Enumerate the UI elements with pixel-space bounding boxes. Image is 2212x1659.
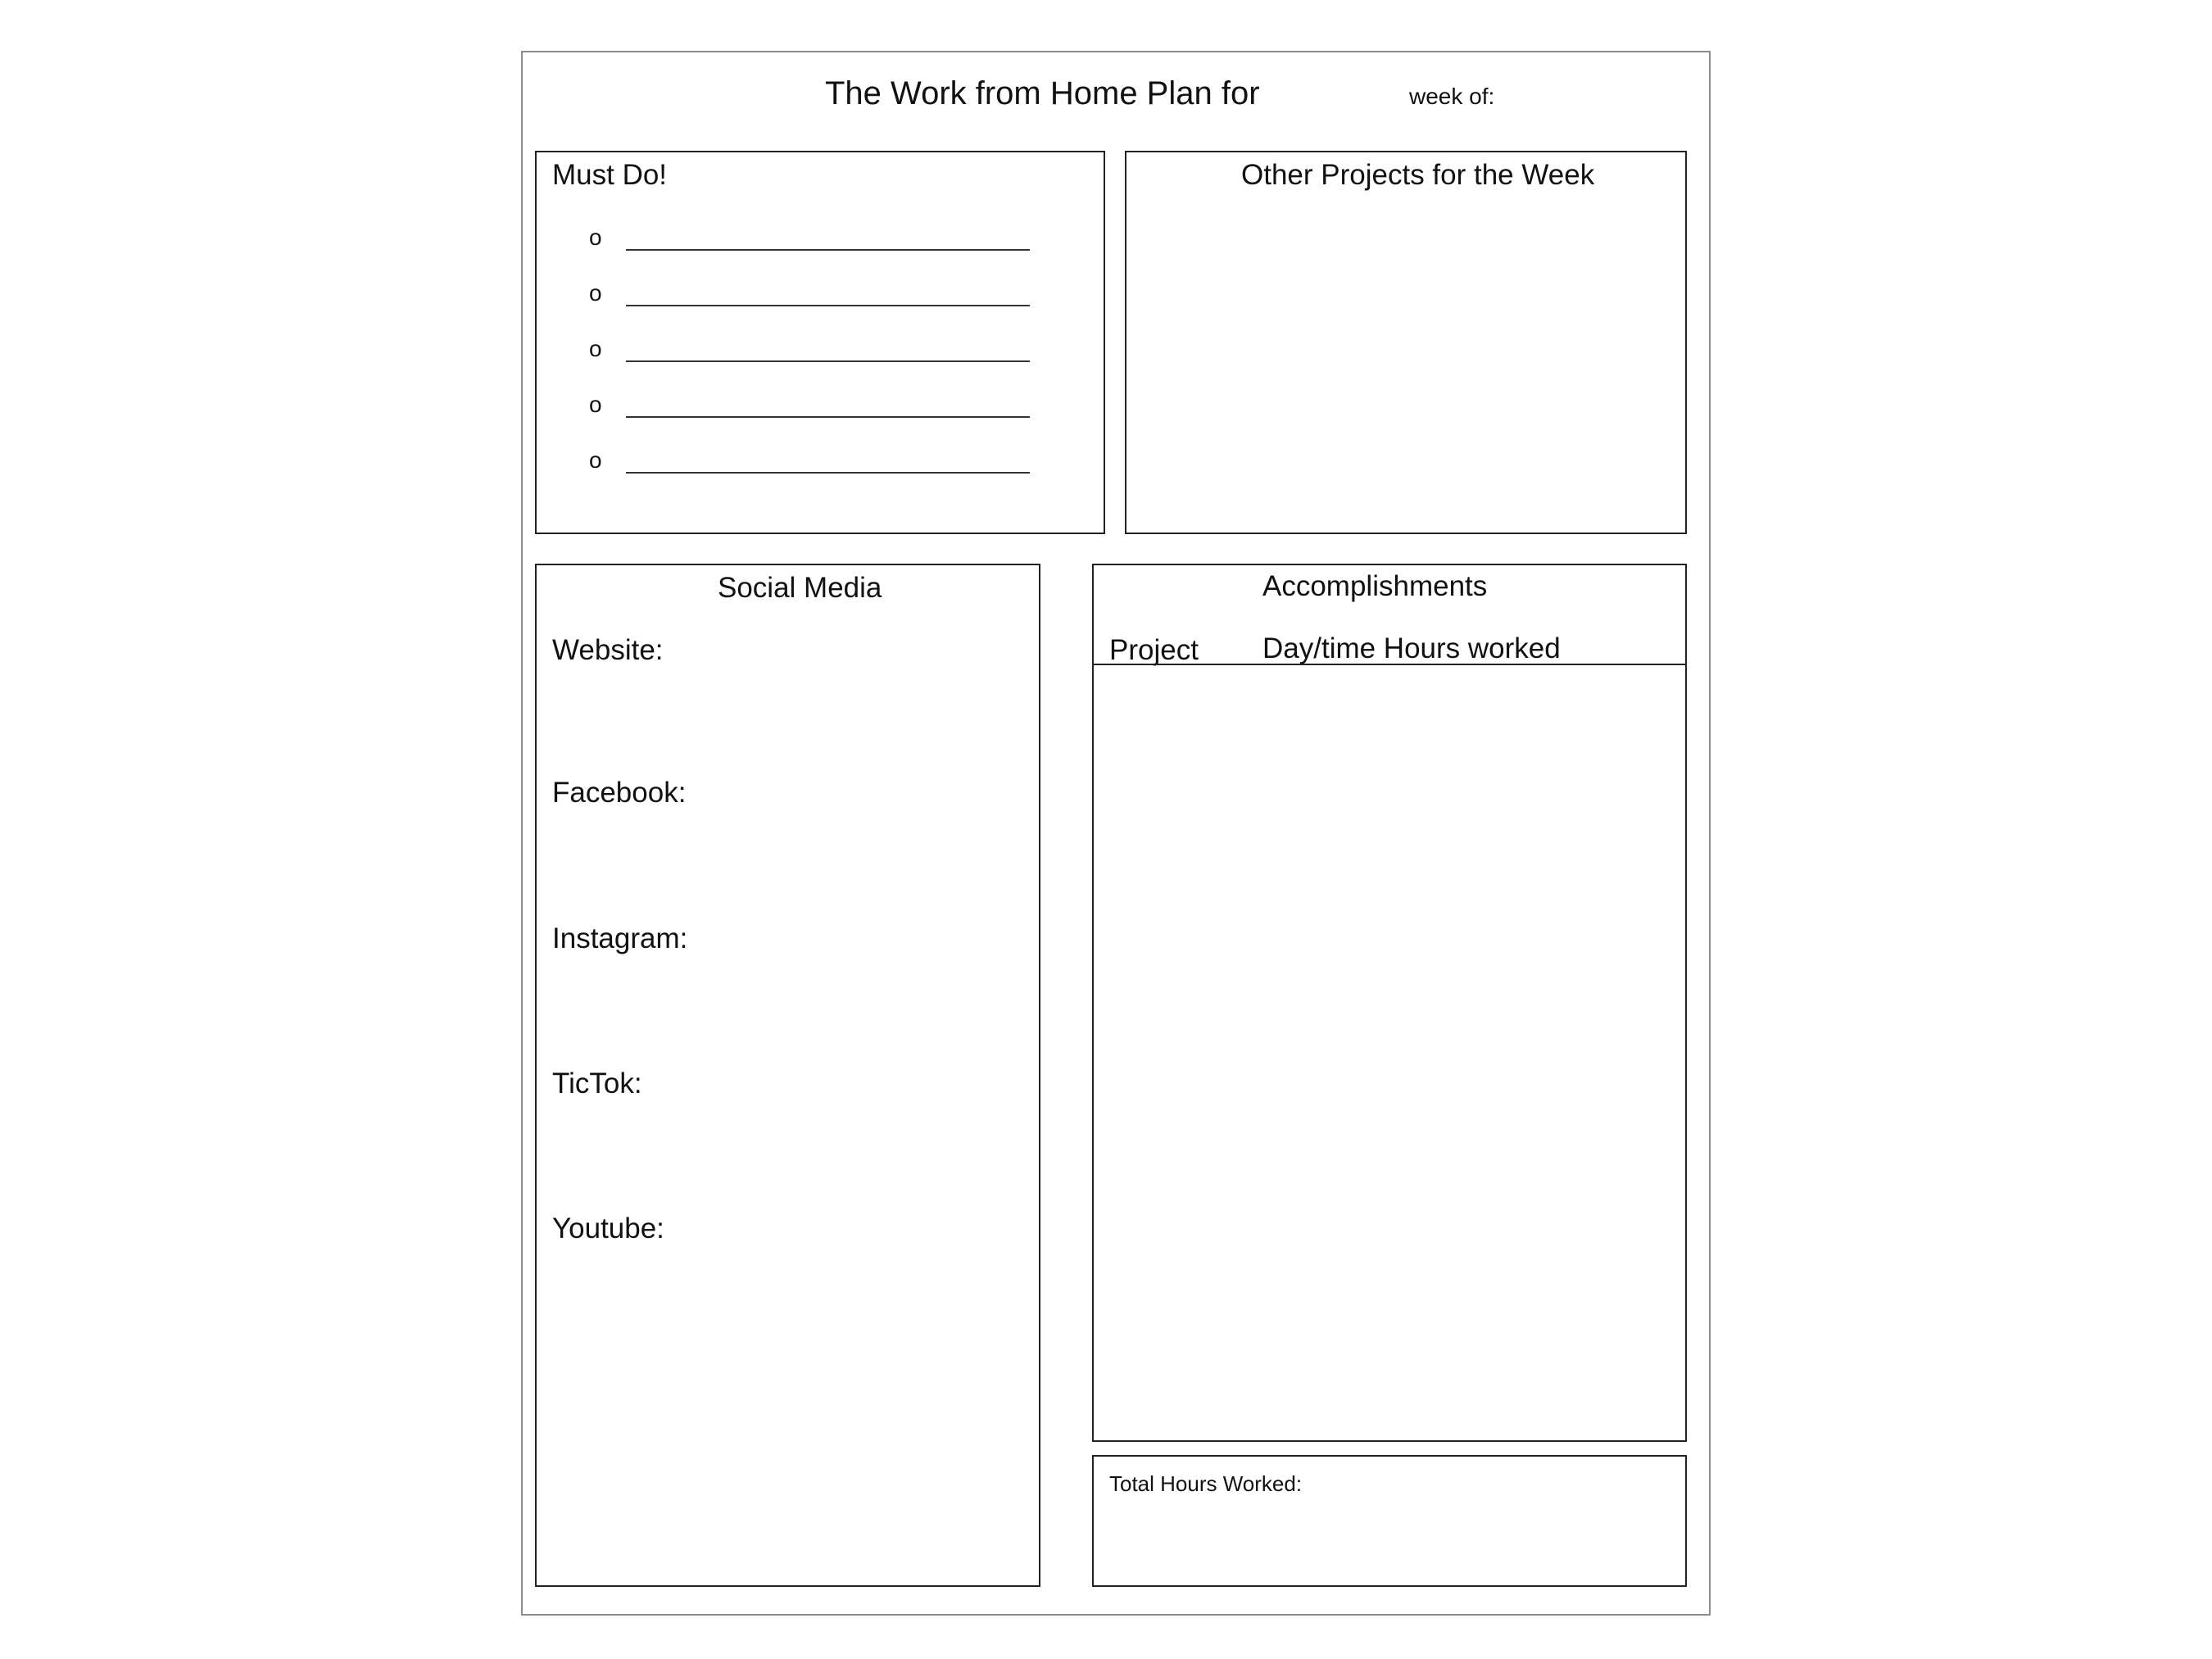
project-column-header: Project <box>1109 634 1199 666</box>
other-projects-box[interactable] <box>1125 151 1687 534</box>
must-do-heading: Must Do! <box>552 159 668 191</box>
must-do-item[interactable] <box>589 226 1048 259</box>
instagram-field-label: Instagram: <box>552 922 688 954</box>
week-of-label: week of: <box>1409 84 1495 109</box>
must-do-item[interactable] <box>589 393 1048 426</box>
accomplishments-heading: Accomplishments <box>1262 570 1488 602</box>
bullet-icon: o <box>589 336 602 361</box>
bullet-icon: o <box>589 280 602 306</box>
must-do-item[interactable] <box>589 449 1048 482</box>
bullet-icon: o <box>589 224 602 250</box>
must-do-item[interactable] <box>589 338 1048 370</box>
must-do-box <box>535 151 1105 534</box>
bullet-icon: o <box>589 447 602 473</box>
page-title: The Work from Home Plan for <box>825 75 1260 111</box>
social-media-heading: Social Media <box>718 572 882 604</box>
total-hours-label: Total Hours Worked: <box>1109 1471 1303 1496</box>
blank-line[interactable] <box>626 360 1030 362</box>
facebook-field-label: Facebook: <box>552 777 687 809</box>
tictok-field-label: TicTok: <box>552 1067 642 1099</box>
planner-page <box>521 51 1711 1616</box>
social-media-box <box>535 564 1040 1587</box>
website-field-label: Website: <box>552 634 664 666</box>
day-time-hours-column-header: Day/time Hours worked <box>1262 632 1561 664</box>
bullet-icon: o <box>589 392 602 417</box>
header-divider <box>1094 664 1685 665</box>
youtube-field-label: Youtube: <box>552 1213 664 1244</box>
blank-line[interactable] <box>626 249 1030 251</box>
total-hours-box[interactable] <box>1092 1455 1687 1587</box>
other-projects-heading: Other Projects for the Week <box>1241 159 1595 191</box>
accomplishments-box <box>1092 564 1687 1442</box>
blank-line[interactable] <box>626 305 1030 306</box>
blank-line[interactable] <box>626 472 1030 474</box>
blank-line[interactable] <box>626 416 1030 418</box>
must-do-item[interactable] <box>589 282 1048 315</box>
